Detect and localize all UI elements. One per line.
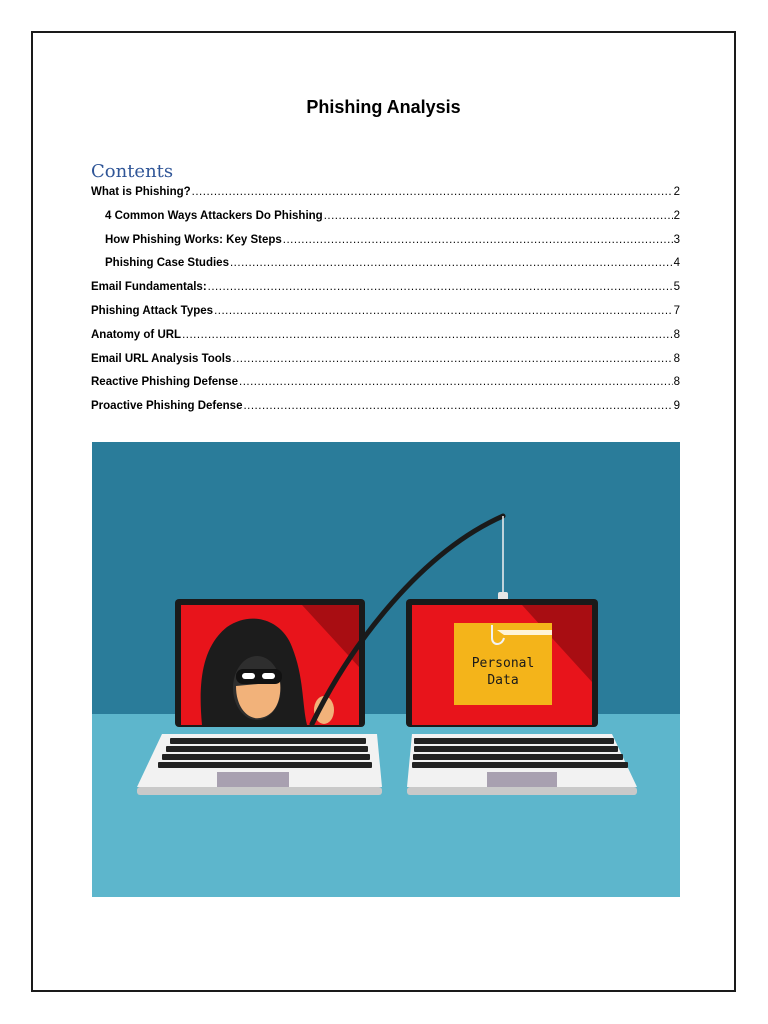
toc-entry-page: 7 (673, 304, 680, 317)
personal-data-folder-icon (454, 623, 552, 705)
toc-entry-label: 4 Common Ways Attackers Do Phishing (105, 209, 323, 222)
toc-entry-anatomy-of-url[interactable] (91, 329, 680, 353)
toc-entry-page: 5 (673, 281, 680, 294)
toc-entry-page: 9 (673, 400, 680, 413)
toc-entry-url-analysis-tools[interactable] (91, 353, 680, 377)
toc-entry-page: 8 (673, 328, 680, 341)
trackpad (487, 772, 557, 787)
toc-leader-dots (243, 400, 672, 412)
toc-leader-dots (239, 376, 673, 388)
toc-leader-dots (324, 210, 673, 222)
toc-entry-label: Phishing Attack Types (91, 304, 214, 317)
toc-entry-email-fundamentals[interactable] (91, 281, 680, 305)
toc-entry-page: 2 (673, 186, 680, 198)
toc-leader-dots (182, 329, 673, 341)
toc-entry-page: 8 (673, 352, 680, 365)
phishing-illustration (92, 442, 680, 897)
toc-leader-dots (283, 234, 673, 246)
toc-entry-page: 8 (673, 376, 680, 389)
folder-label-line1: Personal (471, 656, 535, 671)
document-title: Phishing Analysis (306, 97, 461, 117)
trackpad (217, 772, 289, 787)
toc-entry-page: 4 (673, 257, 680, 270)
toc-leader-dots (232, 353, 672, 365)
toc-leader-dots (214, 305, 673, 317)
table-of-contents (91, 186, 680, 424)
toc-entry-label: Email Fundamentals: (91, 281, 207, 294)
toc-entry-label: What is Phishing? (91, 186, 191, 198)
toc-entry-page: 2 (673, 209, 680, 222)
toc-leader-dots (192, 186, 673, 198)
toc-entry-label: How Phishing Works: Key Steps (105, 233, 282, 246)
folder-label-line2: Data (487, 673, 519, 688)
toc-entry-proactive-defense[interactable] (91, 400, 680, 424)
toc-leader-dots (208, 281, 673, 293)
contents-heading: Contents (91, 161, 174, 182)
toc-entry-reactive-defense[interactable] (91, 376, 680, 400)
toc-entry-label: Email URL Analysis Tools (91, 352, 232, 365)
toc-entry-label: Phishing Case Studies (105, 257, 229, 270)
toc-entry-common-ways[interactable] (91, 210, 680, 234)
toc-entry-how-phishing-works[interactable] (91, 234, 680, 258)
toc-entry-case-studies[interactable] (91, 257, 680, 281)
toc-entry-attack-types[interactable] (91, 305, 680, 329)
toc-leader-dots (230, 257, 673, 269)
document-page (31, 31, 736, 992)
toc-entry-page: 3 (673, 233, 680, 246)
toc-entry-label: Proactive Phishing Defense (91, 400, 243, 413)
toc-entry-what-is-phishing[interactable] (91, 186, 680, 210)
toc-entry-label: Anatomy of URL (91, 328, 182, 341)
toc-entry-label: Reactive Phishing Defense (91, 376, 238, 389)
